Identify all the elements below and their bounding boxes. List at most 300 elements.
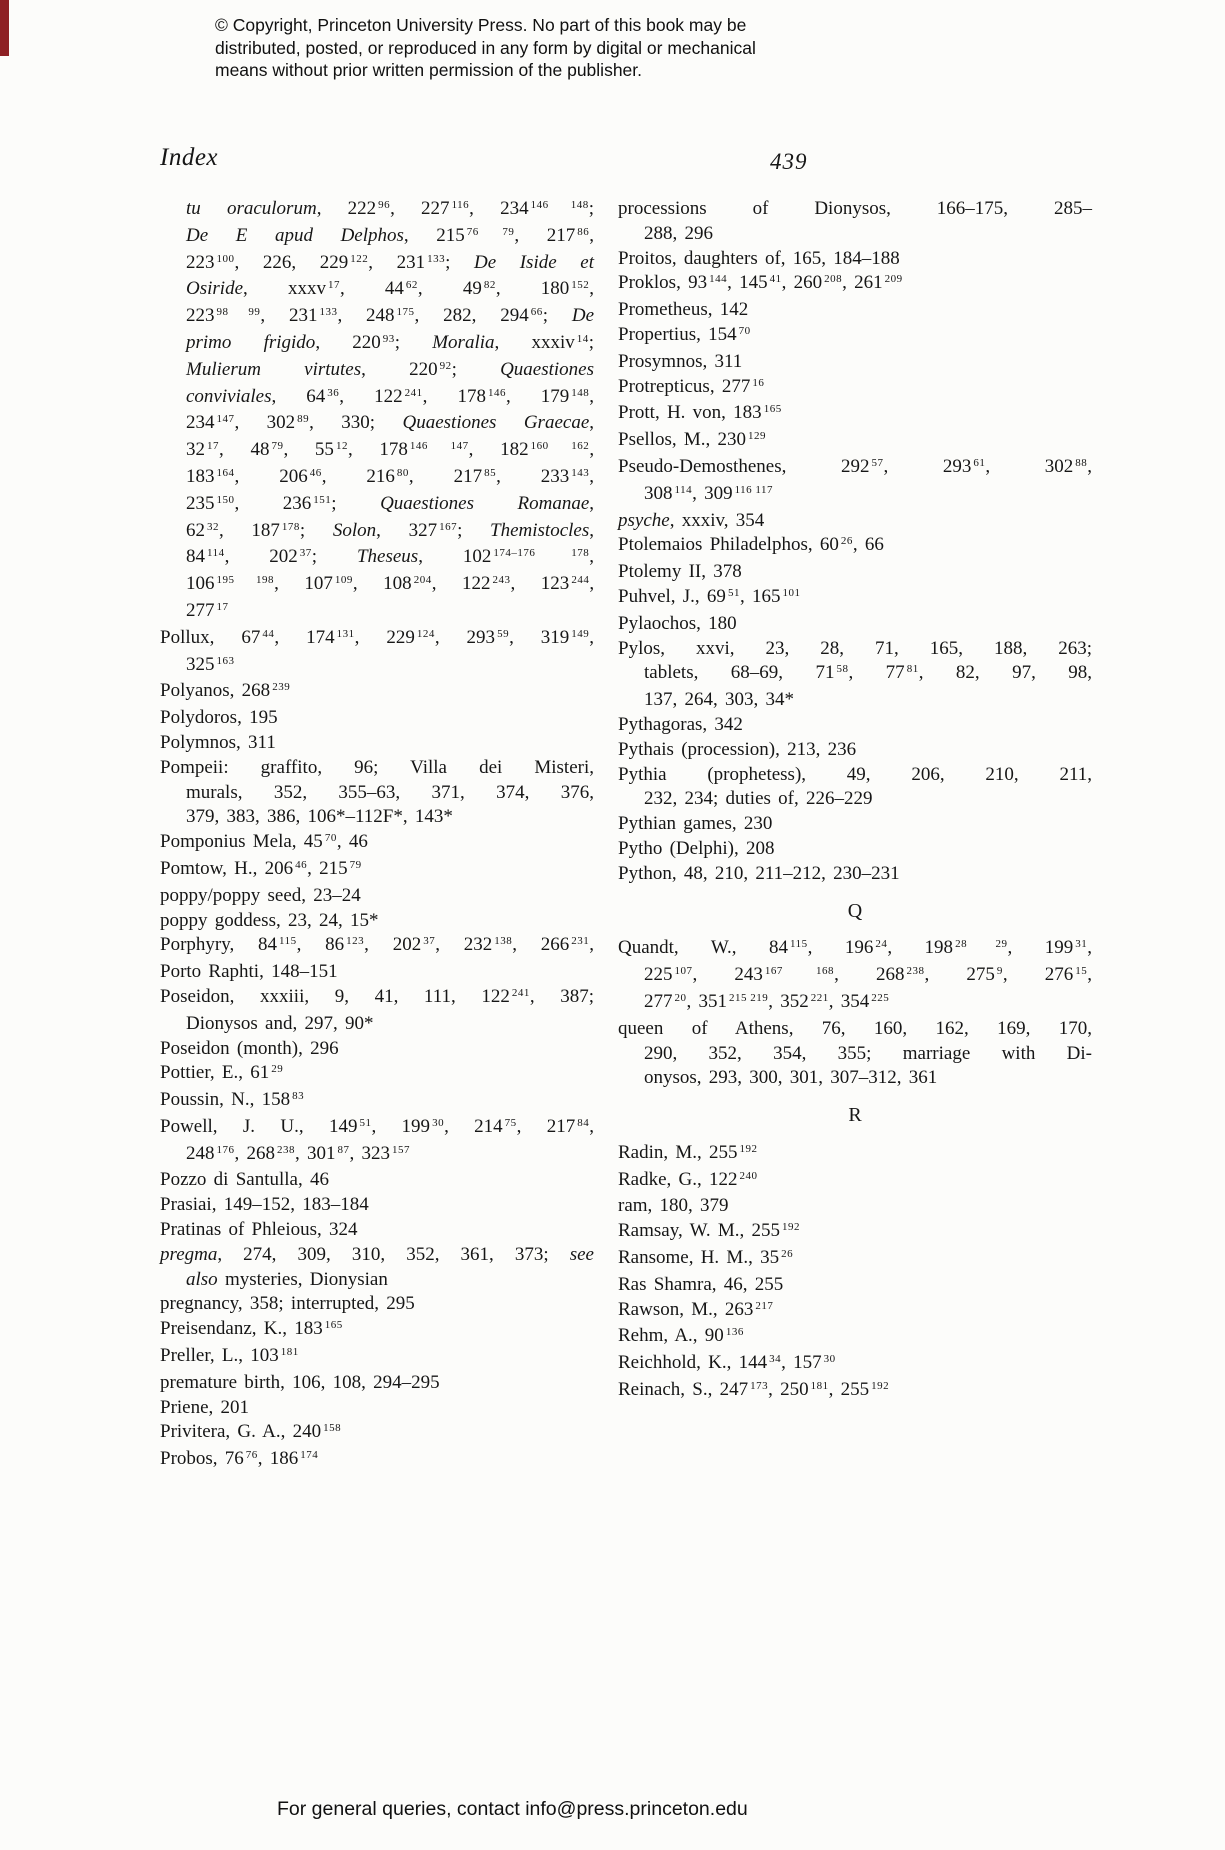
index-text: , bbox=[589, 626, 595, 648]
index-line bbox=[618, 1246, 1092, 1273]
footnote-superscript: 62 bbox=[405, 279, 418, 292]
index-text: , 199 bbox=[1007, 937, 1074, 959]
footnote-superscript: 29 bbox=[271, 1063, 284, 1076]
index-text: Pylaochos, 180 bbox=[618, 612, 737, 634]
index-text: Rawson, M., 263 bbox=[618, 1298, 754, 1320]
index-text: , 178 bbox=[422, 385, 486, 407]
index-line bbox=[160, 756, 594, 781]
footnote-superscript: 28 29 bbox=[955, 938, 1008, 951]
index-line bbox=[618, 1273, 1092, 1298]
index-line bbox=[160, 857, 594, 884]
index-text: , 268 bbox=[234, 1142, 275, 1164]
index-line bbox=[160, 1447, 594, 1474]
index-line bbox=[160, 465, 594, 492]
index-text: Porto Raphti, 148–151 bbox=[160, 961, 338, 983]
index-text: , 122 bbox=[431, 573, 491, 595]
index-text: ; bbox=[588, 198, 595, 219]
footnote-superscript: 149 bbox=[571, 627, 590, 640]
footnote-superscript: 143 bbox=[571, 466, 590, 479]
index-line bbox=[618, 428, 1092, 455]
index-line bbox=[160, 884, 594, 909]
index-text: , 108 bbox=[352, 573, 412, 595]
index-text: ; bbox=[451, 358, 501, 380]
index-line bbox=[160, 1371, 594, 1396]
index-text: , 180 bbox=[495, 278, 570, 300]
index-text: , 157 bbox=[781, 1352, 822, 1374]
index-line bbox=[160, 805, 594, 830]
index-text: De Iside et bbox=[473, 251, 594, 273]
footnote-superscript: 115 bbox=[790, 938, 808, 951]
index-text: , xxxv bbox=[243, 278, 326, 300]
scan-artifact bbox=[0, 0, 9, 56]
index-line bbox=[160, 909, 594, 934]
index-text: , 49 bbox=[417, 278, 482, 300]
index-line bbox=[160, 1142, 594, 1169]
index-text: ram, 180, 379 bbox=[618, 1195, 729, 1217]
footnote-superscript: 92 bbox=[439, 359, 452, 372]
footnote-superscript: 70 bbox=[324, 832, 337, 845]
footnote-superscript: 57 bbox=[871, 456, 884, 469]
index-line bbox=[160, 1218, 594, 1243]
index-text: conviviales bbox=[186, 385, 272, 407]
footnote-superscript: 225 bbox=[871, 991, 890, 1004]
copyright-notice bbox=[215, 14, 835, 82]
footnote-superscript: 70 bbox=[738, 324, 751, 337]
footnote-superscript: 122 bbox=[350, 252, 369, 265]
index-line bbox=[618, 1066, 1092, 1091]
footnote-superscript: 89 bbox=[297, 413, 310, 426]
index-line bbox=[160, 679, 594, 706]
index-line bbox=[618, 787, 1092, 812]
copyright-line: means without prior written permission of the publisher. bbox=[215, 60, 643, 80]
index-text: , 206 bbox=[234, 465, 308, 487]
index-line bbox=[160, 1396, 594, 1421]
index-text: Ransome, H. M., 35 bbox=[618, 1247, 780, 1269]
index-line bbox=[160, 1012, 594, 1037]
index-text: , 198 bbox=[887, 937, 954, 959]
page-title: Index bbox=[160, 144, 219, 171]
footnote-superscript: 86 bbox=[577, 225, 590, 238]
index-text: 234 bbox=[186, 412, 215, 434]
index-line bbox=[618, 763, 1092, 788]
index-text: Ptolemy II, 378 bbox=[618, 561, 742, 583]
index-line bbox=[160, 781, 594, 806]
index-text: Radin, M., 255 bbox=[618, 1141, 738, 1163]
index-text: Propertius, 154 bbox=[618, 323, 737, 345]
index-text: 232, 234; duties of, 226–229 bbox=[644, 788, 873, 810]
index-text: , 220 bbox=[315, 331, 381, 353]
index-line bbox=[618, 1351, 1092, 1378]
footnote-superscript: 192 bbox=[781, 1221, 800, 1234]
index-text: Powell, J. U., 149 bbox=[160, 1115, 358, 1137]
index-text: , 220 bbox=[361, 358, 438, 380]
footnote-superscript: 96 bbox=[378, 199, 391, 211]
index-text: , 214 bbox=[444, 1115, 503, 1137]
footnote-superscript: 37 bbox=[299, 547, 312, 560]
index-text: Pollux, 67 bbox=[160, 626, 261, 648]
index-text: , 266 bbox=[512, 934, 570, 956]
index-text: , 268 bbox=[834, 964, 905, 986]
index-text: , 102 bbox=[418, 546, 492, 568]
index-text: ; bbox=[588, 331, 594, 353]
footnote-superscript: 79 bbox=[271, 440, 284, 453]
index-text: Pythagoras, 342 bbox=[618, 713, 743, 735]
index-text: , 86 bbox=[296, 934, 345, 956]
footnote-superscript: 41 bbox=[769, 273, 782, 286]
footnote-superscript: 31 bbox=[1075, 938, 1088, 951]
footnote-superscript: 152 bbox=[571, 279, 590, 292]
index-text: Polyanos, 268 bbox=[160, 680, 271, 702]
index-text: , 82, 97, 98, bbox=[918, 662, 1093, 684]
index-text: Pottier, E., 61 bbox=[160, 1062, 270, 1084]
footnote-superscript: 243 bbox=[492, 574, 511, 587]
index-text: Puhvel, J., 69 bbox=[618, 585, 726, 607]
index-text: , 174 bbox=[274, 626, 335, 648]
footnote-superscript: 238 bbox=[906, 965, 925, 978]
index-text: , 55 bbox=[283, 439, 334, 461]
index-text: ; bbox=[331, 492, 381, 514]
index-text: , 274, 309, 310, 352, 361, 373; bbox=[217, 1243, 570, 1265]
index-line bbox=[160, 1268, 594, 1293]
footnote-superscript: 85 bbox=[484, 466, 497, 479]
index-text: Quaestiones bbox=[500, 358, 594, 380]
index-text: see bbox=[569, 1243, 594, 1265]
footnote-superscript: 17 bbox=[207, 440, 219, 453]
index-text: also bbox=[186, 1268, 218, 1290]
footnote-superscript: 148 bbox=[571, 386, 590, 399]
index-text: , 77 bbox=[848, 662, 905, 684]
index-text: , 217 bbox=[514, 224, 576, 246]
index-text: , 182 bbox=[468, 439, 529, 461]
index-text: , 122 bbox=[339, 385, 403, 407]
index-text: , 302 bbox=[234, 412, 296, 434]
footnote-superscript: 14 bbox=[576, 332, 589, 345]
footnote-superscript: 131 bbox=[336, 627, 355, 640]
index-text: psyche bbox=[618, 509, 670, 531]
index-line bbox=[618, 222, 1092, 247]
index-line bbox=[160, 358, 594, 385]
index-line bbox=[160, 277, 594, 304]
index-text: , 215 bbox=[403, 224, 465, 246]
index-text: Rehm, A., 90 bbox=[618, 1325, 724, 1347]
footnote-superscript: 146 148 bbox=[530, 199, 589, 211]
index-text: , bbox=[589, 934, 594, 956]
footnote-superscript: 30 bbox=[823, 1353, 836, 1366]
index-line bbox=[618, 990, 1092, 1017]
footnote-superscript: 174 bbox=[300, 1449, 319, 1462]
index-line bbox=[160, 1061, 594, 1088]
index-text: Pompeii: graffito, 96; Villa dei Misteri, bbox=[160, 756, 594, 778]
index-line bbox=[618, 1298, 1092, 1325]
index-text: , bbox=[589, 439, 595, 461]
page-number: 439 bbox=[770, 149, 808, 174]
footnote-superscript: 146 147 bbox=[409, 440, 469, 453]
index-text: , bbox=[589, 278, 594, 300]
footnote-superscript: 158 bbox=[323, 1422, 342, 1435]
index-line bbox=[160, 1193, 594, 1218]
index-text: , 186 bbox=[257, 1448, 299, 1470]
index-text: De bbox=[571, 305, 594, 327]
index-text: Dionysos and, 297, 90* bbox=[186, 1012, 374, 1034]
index-text: queen of Athens, 76, 160, 162, 169, 170, bbox=[618, 1017, 1092, 1039]
footnote-superscript: 16 bbox=[752, 376, 765, 389]
index-line bbox=[618, 661, 1092, 688]
index-text: Protrepticus, 277 bbox=[618, 375, 751, 397]
footnote-superscript: 150 bbox=[216, 493, 235, 506]
index-line bbox=[160, 1037, 594, 1062]
footnote-superscript: 59 bbox=[497, 627, 510, 640]
index-text: , 330; bbox=[309, 412, 403, 434]
index-line bbox=[618, 738, 1092, 763]
footnote-superscript: 151 bbox=[313, 493, 332, 506]
footnote-superscript: 165 bbox=[763, 403, 782, 416]
index-text: , 351 bbox=[686, 990, 727, 1012]
index-text: , 227 bbox=[390, 198, 450, 219]
index-text: , 196 bbox=[807, 937, 874, 959]
footnote-superscript: 37 bbox=[423, 935, 436, 948]
index-text: , 145 bbox=[727, 272, 768, 294]
index-text: 62 bbox=[186, 519, 205, 541]
index-text: Poussin, N., 158 bbox=[160, 1089, 291, 1111]
index-line bbox=[160, 599, 594, 626]
index-text: processions of Dionysos, 166–175, 285– bbox=[618, 198, 1092, 219]
footnote-superscript: 116 bbox=[451, 199, 470, 211]
index-column-right bbox=[618, 197, 1092, 1405]
index-text: 225 bbox=[644, 964, 673, 986]
footnote-superscript: 133 bbox=[319, 306, 338, 319]
index-line bbox=[160, 731, 594, 756]
index-line bbox=[160, 1317, 594, 1344]
footnote-superscript: 192 bbox=[739, 1142, 758, 1155]
index-line bbox=[160, 304, 594, 331]
footnote-superscript: 76 79 bbox=[466, 225, 515, 238]
index-text: 379, 383, 386, 106*–112F*, 143* bbox=[186, 806, 453, 828]
index-text: 290, 352, 354, 355; marriage with Di- bbox=[644, 1042, 1092, 1064]
index-text: ; bbox=[457, 519, 491, 541]
index-text: , 319 bbox=[509, 626, 570, 648]
index-line bbox=[160, 1344, 594, 1371]
index-text: , 48 bbox=[219, 439, 270, 461]
index-line bbox=[160, 960, 594, 985]
footnote-superscript: 58 bbox=[836, 663, 849, 676]
index-text: Preisendanz, K., 183 bbox=[160, 1318, 323, 1340]
index-text: Pythian games, 230 bbox=[618, 813, 773, 835]
index-text: Pratinas of Phleious, 324 bbox=[160, 1219, 358, 1241]
index-text: Pythais (procession), 213, 236 bbox=[618, 738, 857, 760]
footnote-superscript: 221 bbox=[810, 991, 829, 1004]
index-line bbox=[160, 1168, 594, 1193]
index-text: De E apud Delphos bbox=[186, 224, 404, 246]
index-text: Poseidon (month), 296 bbox=[160, 1037, 339, 1059]
index-text: , 46 bbox=[336, 831, 368, 853]
index-text: murals, 352, 355–63, 371, 374, 376, bbox=[186, 781, 594, 803]
footnote-superscript: 51 bbox=[359, 1116, 372, 1129]
footnote-superscript: 84 bbox=[577, 1116, 590, 1129]
index-text: Mulierum virtutes bbox=[186, 358, 362, 380]
index-text: , bbox=[589, 1115, 595, 1137]
index-text: 288, 296 bbox=[644, 222, 713, 244]
footnote-superscript: 114 bbox=[207, 547, 225, 560]
index-line bbox=[618, 509, 1092, 534]
index-text: Ramsay, W. M., 255 bbox=[618, 1220, 780, 1242]
index-text: , 250 bbox=[768, 1379, 809, 1401]
index-text: , bbox=[1087, 937, 1093, 959]
index-text: 137, 264, 303, 34* bbox=[644, 689, 794, 711]
index-text: ; bbox=[311, 546, 357, 568]
index-line bbox=[618, 1194, 1092, 1219]
footnote-superscript: 136 bbox=[725, 1326, 744, 1339]
index-text: , 202 bbox=[364, 934, 422, 956]
index-text: ; bbox=[299, 519, 333, 541]
index-line bbox=[618, 401, 1092, 428]
footnote-superscript: 175 bbox=[396, 306, 415, 319]
index-line bbox=[618, 1378, 1092, 1405]
index-line bbox=[618, 963, 1092, 990]
index-text: , 64 bbox=[271, 385, 326, 407]
index-line bbox=[160, 251, 594, 278]
index-line bbox=[160, 653, 594, 680]
copyright-line: distributed, posted, or reproduced in any form by digital or mechanical bbox=[215, 37, 756, 58]
index-line bbox=[618, 688, 1092, 713]
index-text: , 323 bbox=[349, 1142, 390, 1164]
footnote-superscript: 24 bbox=[875, 938, 888, 951]
index-text: Prosymnos, 311 bbox=[618, 350, 743, 372]
footnote-superscript: 231 bbox=[571, 935, 590, 948]
index-line bbox=[618, 271, 1092, 298]
index-text: 84 bbox=[186, 546, 205, 568]
index-text: , 293 bbox=[434, 626, 496, 648]
footnote-superscript: 244 bbox=[571, 574, 590, 587]
index-text: Psellos, M., 230 bbox=[618, 429, 746, 451]
footnote-superscript: 138 bbox=[494, 935, 513, 948]
index-text: Pytho (Delphi), 208 bbox=[618, 837, 775, 859]
footnote-superscript: 147 bbox=[216, 413, 235, 426]
index-text: , xxxiv bbox=[494, 331, 575, 353]
index-line bbox=[160, 1088, 594, 1115]
index-text: , 229 bbox=[354, 626, 415, 648]
index-text: , 231 bbox=[260, 305, 318, 327]
index-text: 325 bbox=[186, 653, 215, 675]
footnote-superscript: 26 bbox=[840, 535, 853, 548]
index-text: Priene, 201 bbox=[160, 1396, 250, 1418]
index-line bbox=[618, 585, 1092, 612]
index-text: , 255 bbox=[828, 1379, 870, 1401]
index-text: , 302 bbox=[985, 455, 1074, 477]
index-text: , bbox=[589, 385, 595, 407]
index-text: , 293 bbox=[883, 455, 972, 477]
index-text: , 107 bbox=[274, 573, 333, 595]
index-text: , 327 bbox=[376, 519, 438, 541]
index-line bbox=[160, 626, 594, 653]
index-text: premature birth, 106, 108, 294–295 bbox=[160, 1371, 440, 1393]
footnote-superscript: 146 bbox=[487, 386, 506, 399]
index-text: , 301 bbox=[295, 1142, 336, 1164]
footnote-superscript: 192 bbox=[871, 1380, 890, 1393]
index-text: , 187 bbox=[219, 519, 280, 541]
index-text: , 354 bbox=[828, 990, 870, 1012]
index-line bbox=[160, 519, 594, 546]
footnote-superscript: 239 bbox=[272, 681, 291, 694]
index-text: Porphyry, 84 bbox=[160, 934, 278, 956]
footnote-superscript: 109 bbox=[334, 574, 353, 587]
footnote-superscript: 144 bbox=[709, 273, 728, 286]
index-line bbox=[160, 385, 594, 412]
index-text: , 44 bbox=[339, 278, 404, 300]
index-line bbox=[618, 350, 1092, 375]
index-text: Prometheus, 142 bbox=[618, 299, 749, 321]
index-text: , 248 bbox=[337, 305, 395, 327]
index-text: Polydoros, 195 bbox=[160, 707, 278, 729]
footnote-superscript: 98 99 bbox=[216, 306, 261, 319]
footnote-superscript: 167 bbox=[439, 520, 458, 533]
index-text: Quandt, W., 84 bbox=[618, 937, 788, 959]
footnote-superscript: 9 bbox=[996, 965, 1003, 978]
index-line bbox=[618, 1017, 1092, 1042]
index-text: , 243 bbox=[692, 964, 763, 986]
index-line bbox=[618, 1141, 1092, 1168]
section-letter: R bbox=[848, 1104, 862, 1127]
index-text: Pomponius Mela, 45 bbox=[160, 831, 323, 853]
index-line bbox=[618, 482, 1092, 509]
index-text: Pomtow, H., 206 bbox=[160, 857, 294, 879]
footnote-superscript: 12 bbox=[335, 440, 348, 453]
footnote-superscript: 79 bbox=[349, 858, 362, 871]
footnote-superscript: 116 117 bbox=[734, 483, 774, 496]
index-text: Pylos, xxvi, 23, 28, 71, 165, 188, 263; bbox=[618, 637, 1092, 659]
footnote-superscript: 215 219 bbox=[729, 991, 769, 1004]
index-text: 223 bbox=[186, 305, 215, 327]
index-text: Pseudo-Demosthenes, 292 bbox=[618, 455, 870, 477]
footnote-superscript: 66 bbox=[530, 306, 543, 319]
index-text: pregnancy, 358; interrupted, 295 bbox=[160, 1293, 415, 1315]
footnote-superscript: 164 bbox=[216, 466, 235, 479]
index-text: ; bbox=[445, 251, 474, 273]
index-line bbox=[618, 713, 1092, 738]
index-text: , bbox=[589, 412, 594, 434]
index-text: , 217 bbox=[516, 1115, 576, 1137]
index-line bbox=[160, 572, 594, 599]
footnote-superscript: 107 bbox=[674, 965, 693, 978]
index-line bbox=[160, 1115, 594, 1142]
index-line bbox=[160, 411, 594, 438]
index-text: , 260 bbox=[781, 272, 823, 294]
index-text: 277 bbox=[644, 990, 673, 1012]
index-text: , 352 bbox=[768, 990, 809, 1012]
index-text: , bbox=[589, 573, 595, 595]
index-line bbox=[618, 455, 1092, 482]
index-text: , bbox=[1087, 455, 1093, 477]
footnote-superscript: 241 bbox=[404, 386, 423, 399]
index-text: Privitera, G. A., 240 bbox=[160, 1421, 322, 1443]
footnote-superscript: 163 bbox=[216, 654, 235, 667]
index-text: , bbox=[1087, 964, 1093, 986]
footnote-superscript: 241 bbox=[511, 986, 530, 999]
footnote-superscript: 157 bbox=[392, 1143, 410, 1156]
footnote-superscript: 209 bbox=[884, 273, 903, 286]
index-text: Prott, H. von, 183 bbox=[618, 402, 762, 424]
index-text: tablets, 68–69, 71 bbox=[644, 662, 835, 684]
index-text: Ptolemaios Philadelphos, 60 bbox=[618, 534, 839, 556]
index-line bbox=[618, 812, 1092, 837]
footnote-superscript: 208 bbox=[824, 273, 843, 286]
index-line bbox=[160, 197, 594, 224]
index-line bbox=[618, 862, 1092, 887]
index-text: , 178 bbox=[347, 439, 408, 461]
index-text: tu oraculorum bbox=[186, 198, 317, 219]
index-line bbox=[618, 1219, 1092, 1246]
footnote-superscript: 160 162 bbox=[530, 440, 590, 453]
index-text: , 276 bbox=[1002, 964, 1074, 986]
